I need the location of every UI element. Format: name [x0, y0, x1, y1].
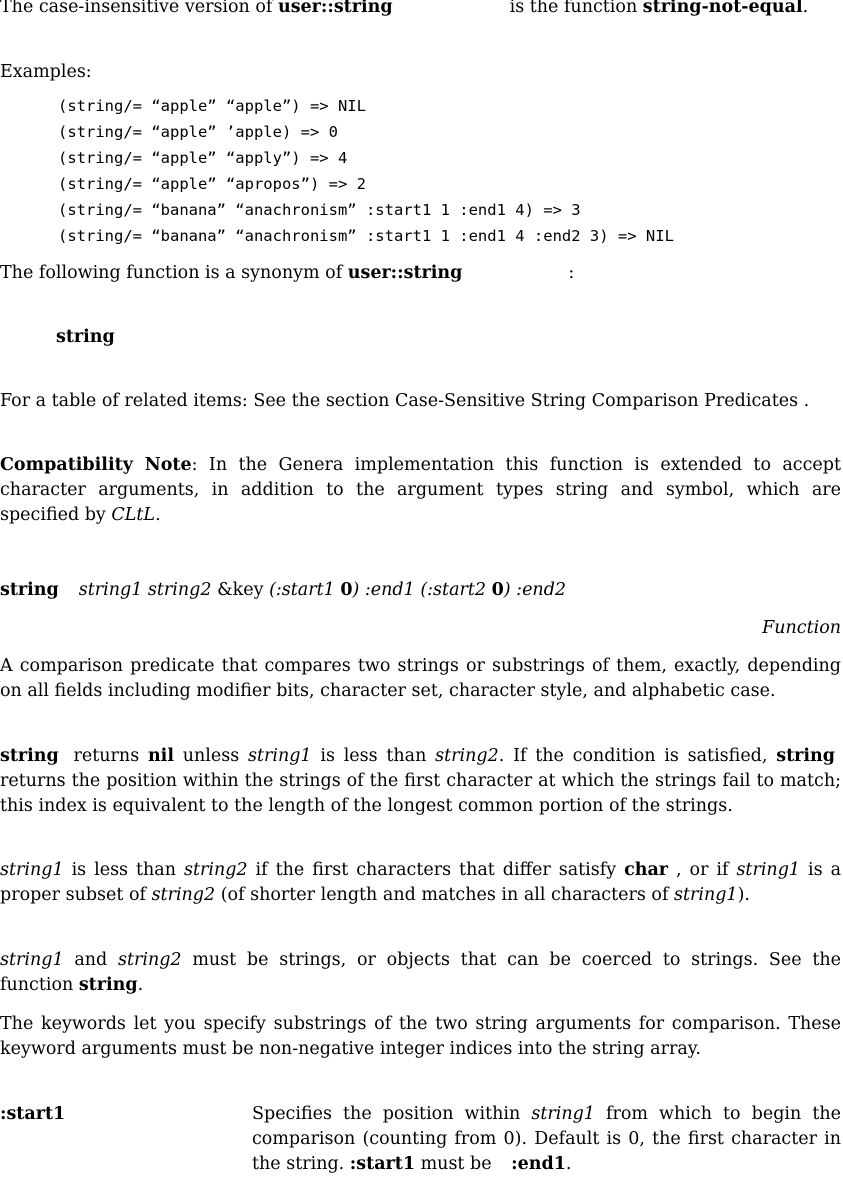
description-paragraph-4: string1 and string2 must be strings, or objects that can be coerced to strings. See the function string. [0, 950, 841, 995]
examples-code-block [0, 93, 841, 249]
compatibility-note-label: Compatibility Note [0, 455, 192, 475]
synonym-term: user::string [347, 263, 463, 283]
example-line: (string/= “apple” “apropos”) => 2 [58, 175, 366, 193]
example-line: (string/= “banana” “anachronism” :start1 1 :end1 4) => 3 [58, 201, 581, 219]
examples-label: Examples: [0, 62, 92, 82]
function-signature: string string1 string2 &key (:start1 0) :end1 (:start2 0) :end2 [0, 580, 567, 600]
description-paragraph-5: The keywords let you specify substrings of the two string arguments for comparison. These keyword arguments must be non-negative integer indices into the string array. [0, 1014, 841, 1059]
description-paragraph-2: string returns nil unless string1 is less than string2. If the condition is satisfied, string returns the position within the strings of the first character at which the strings fail to match; this index is equivalent to the length of the longest common portion of the strings. [0, 746, 841, 816]
intro-paragraph: The case-insensitive version of user::string is the function string-not-equal. [0, 0, 841, 20]
related-section-link[interactable]: Case-Sensitive String Comparison Predicates [394, 391, 799, 411]
example-line: (string/= “apple” “apply”) => 4 [58, 149, 348, 167]
function-name: string [0, 580, 59, 600]
compatibility-note: Compatibility Note: In the Genera implementation this function is extended to accept character arguments, in addition to the argument types string and symbol, which are specified by CLtL. [0, 455, 841, 525]
synonym-item: string [56, 327, 115, 347]
description-paragraph-1: A comparison predicate that compares two strings or substrings of them, exactly, depending on all fields including modifier bits, character set, character style, and alphabetic case. [0, 656, 841, 701]
intro-function-name: string-not-equal [642, 0, 803, 17]
example-line: (string/= “apple” “apple”) => NIL [58, 97, 366, 115]
function-kind: Function [762, 618, 841, 638]
example-line: (string/= “banana” “anachronism” :start1 1 :end1 4 :end2 3) => NIL [58, 227, 674, 245]
keyword-description: Specifies the position within string1 from which to begin the comparison (counting from 0). Default is 0, the first character in the string. :start1 must be :end1. [252, 1104, 841, 1174]
related-paragraph: For a table of related items: See the section Case-Sensitive String Comparison Predicates . [0, 391, 810, 411]
synonym-paragraph: The following function is a synonym of user::string : [0, 263, 575, 283]
keyword-name: :start1 [0, 1104, 66, 1124]
example-line: (string/= “apple” ’apple) => 0 [58, 123, 338, 141]
description-paragraph-3: string1 is less than string2 if the first characters that differ satisfy char , or if string1 is a proper subset of string2 (of shorter length and matches in all characters of string1). [0, 860, 841, 905]
intro-term: user::string [277, 0, 393, 17]
